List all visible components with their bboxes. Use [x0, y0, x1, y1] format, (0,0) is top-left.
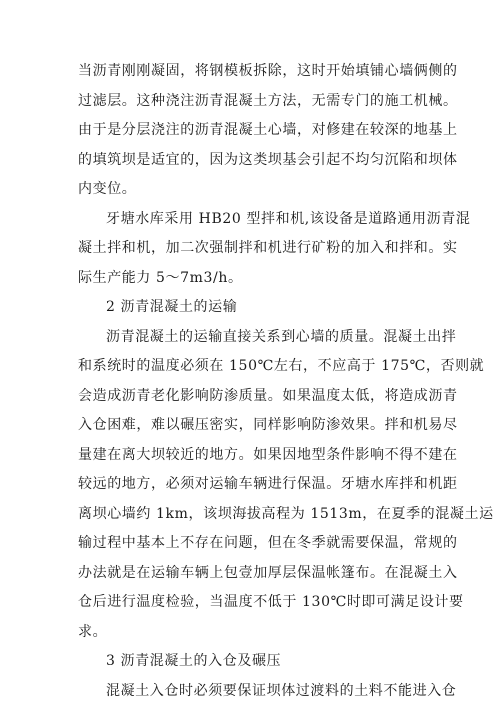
text-line: 和系统时的温度必须在 150℃左右，不应高于 175℃，否则就 [78, 358, 485, 374]
text-line: 量建在离大坝较近的地方。如果因地型条件影响不得不建在 [78, 447, 458, 463]
text-line: 际生产能力 5～7m3/h。 [78, 270, 243, 286]
text-line: 会造成沥青老化影响防渗质量。如果温度太低，将造成沥青 [78, 388, 458, 404]
text-line: 当沥青刚刚凝固，将钢模板拆除，这时开始填铺心墙俩侧的 [78, 63, 458, 79]
text-line: 办法就是在运输车辆上包壹加厚层保温帐篷布。在混凝土入 [78, 565, 458, 581]
section-heading: 2 沥青混凝土的运输 [106, 299, 238, 315]
text-line: 的填筑坝是适宜的，因为这类坝基会引起不均匀沉陷和坝体 [78, 152, 458, 168]
text-line: 仓后进行温度检验，当温度不低于 130℃时即可满足设计要 [78, 594, 464, 610]
text-line: 内变位。 [78, 181, 137, 197]
text-line: 凝土拌和机，加二次强制拌和机进行矿粉的加入和拌和。实 [78, 240, 458, 256]
text-line: 求。 [78, 624, 108, 640]
text-line: 沥青混凝土的运输直接关系到心墙的质量。混凝土出拌 [106, 329, 457, 345]
text-line: 牙塘水库采用 HB20 型拌和机,该设备是道路通用沥青混 [106, 211, 471, 227]
section-heading: 3 沥青混凝土的入仓及碾压 [106, 653, 282, 669]
text-line: 输过程中基本上不存在问题，但在冬季就需要保温，常规的 [78, 535, 458, 551]
text-line: 过滤层。这种浇注沥青混凝土方法，无需专门的施工机械。 [78, 93, 458, 109]
text-line: 入仓困难，难以碾压密实，同样影响防渗效果。拌和机易尽 [78, 417, 458, 433]
text-line: 由于是分层浇注的沥青混凝土心墙，对修建在较深的地基上 [78, 122, 458, 138]
text-line: 离坝心墙约 1km，该坝海拔高程为 1513m，在夏季的混凝土运 [78, 506, 494, 522]
text-line: 混凝土入仓时必须要保证坝体过渡料的土料不能进入仓 [106, 683, 457, 699]
text-line: 较远的地方，必须对运输车辆进行保温。牙塘水库拌和机距 [78, 476, 458, 492]
